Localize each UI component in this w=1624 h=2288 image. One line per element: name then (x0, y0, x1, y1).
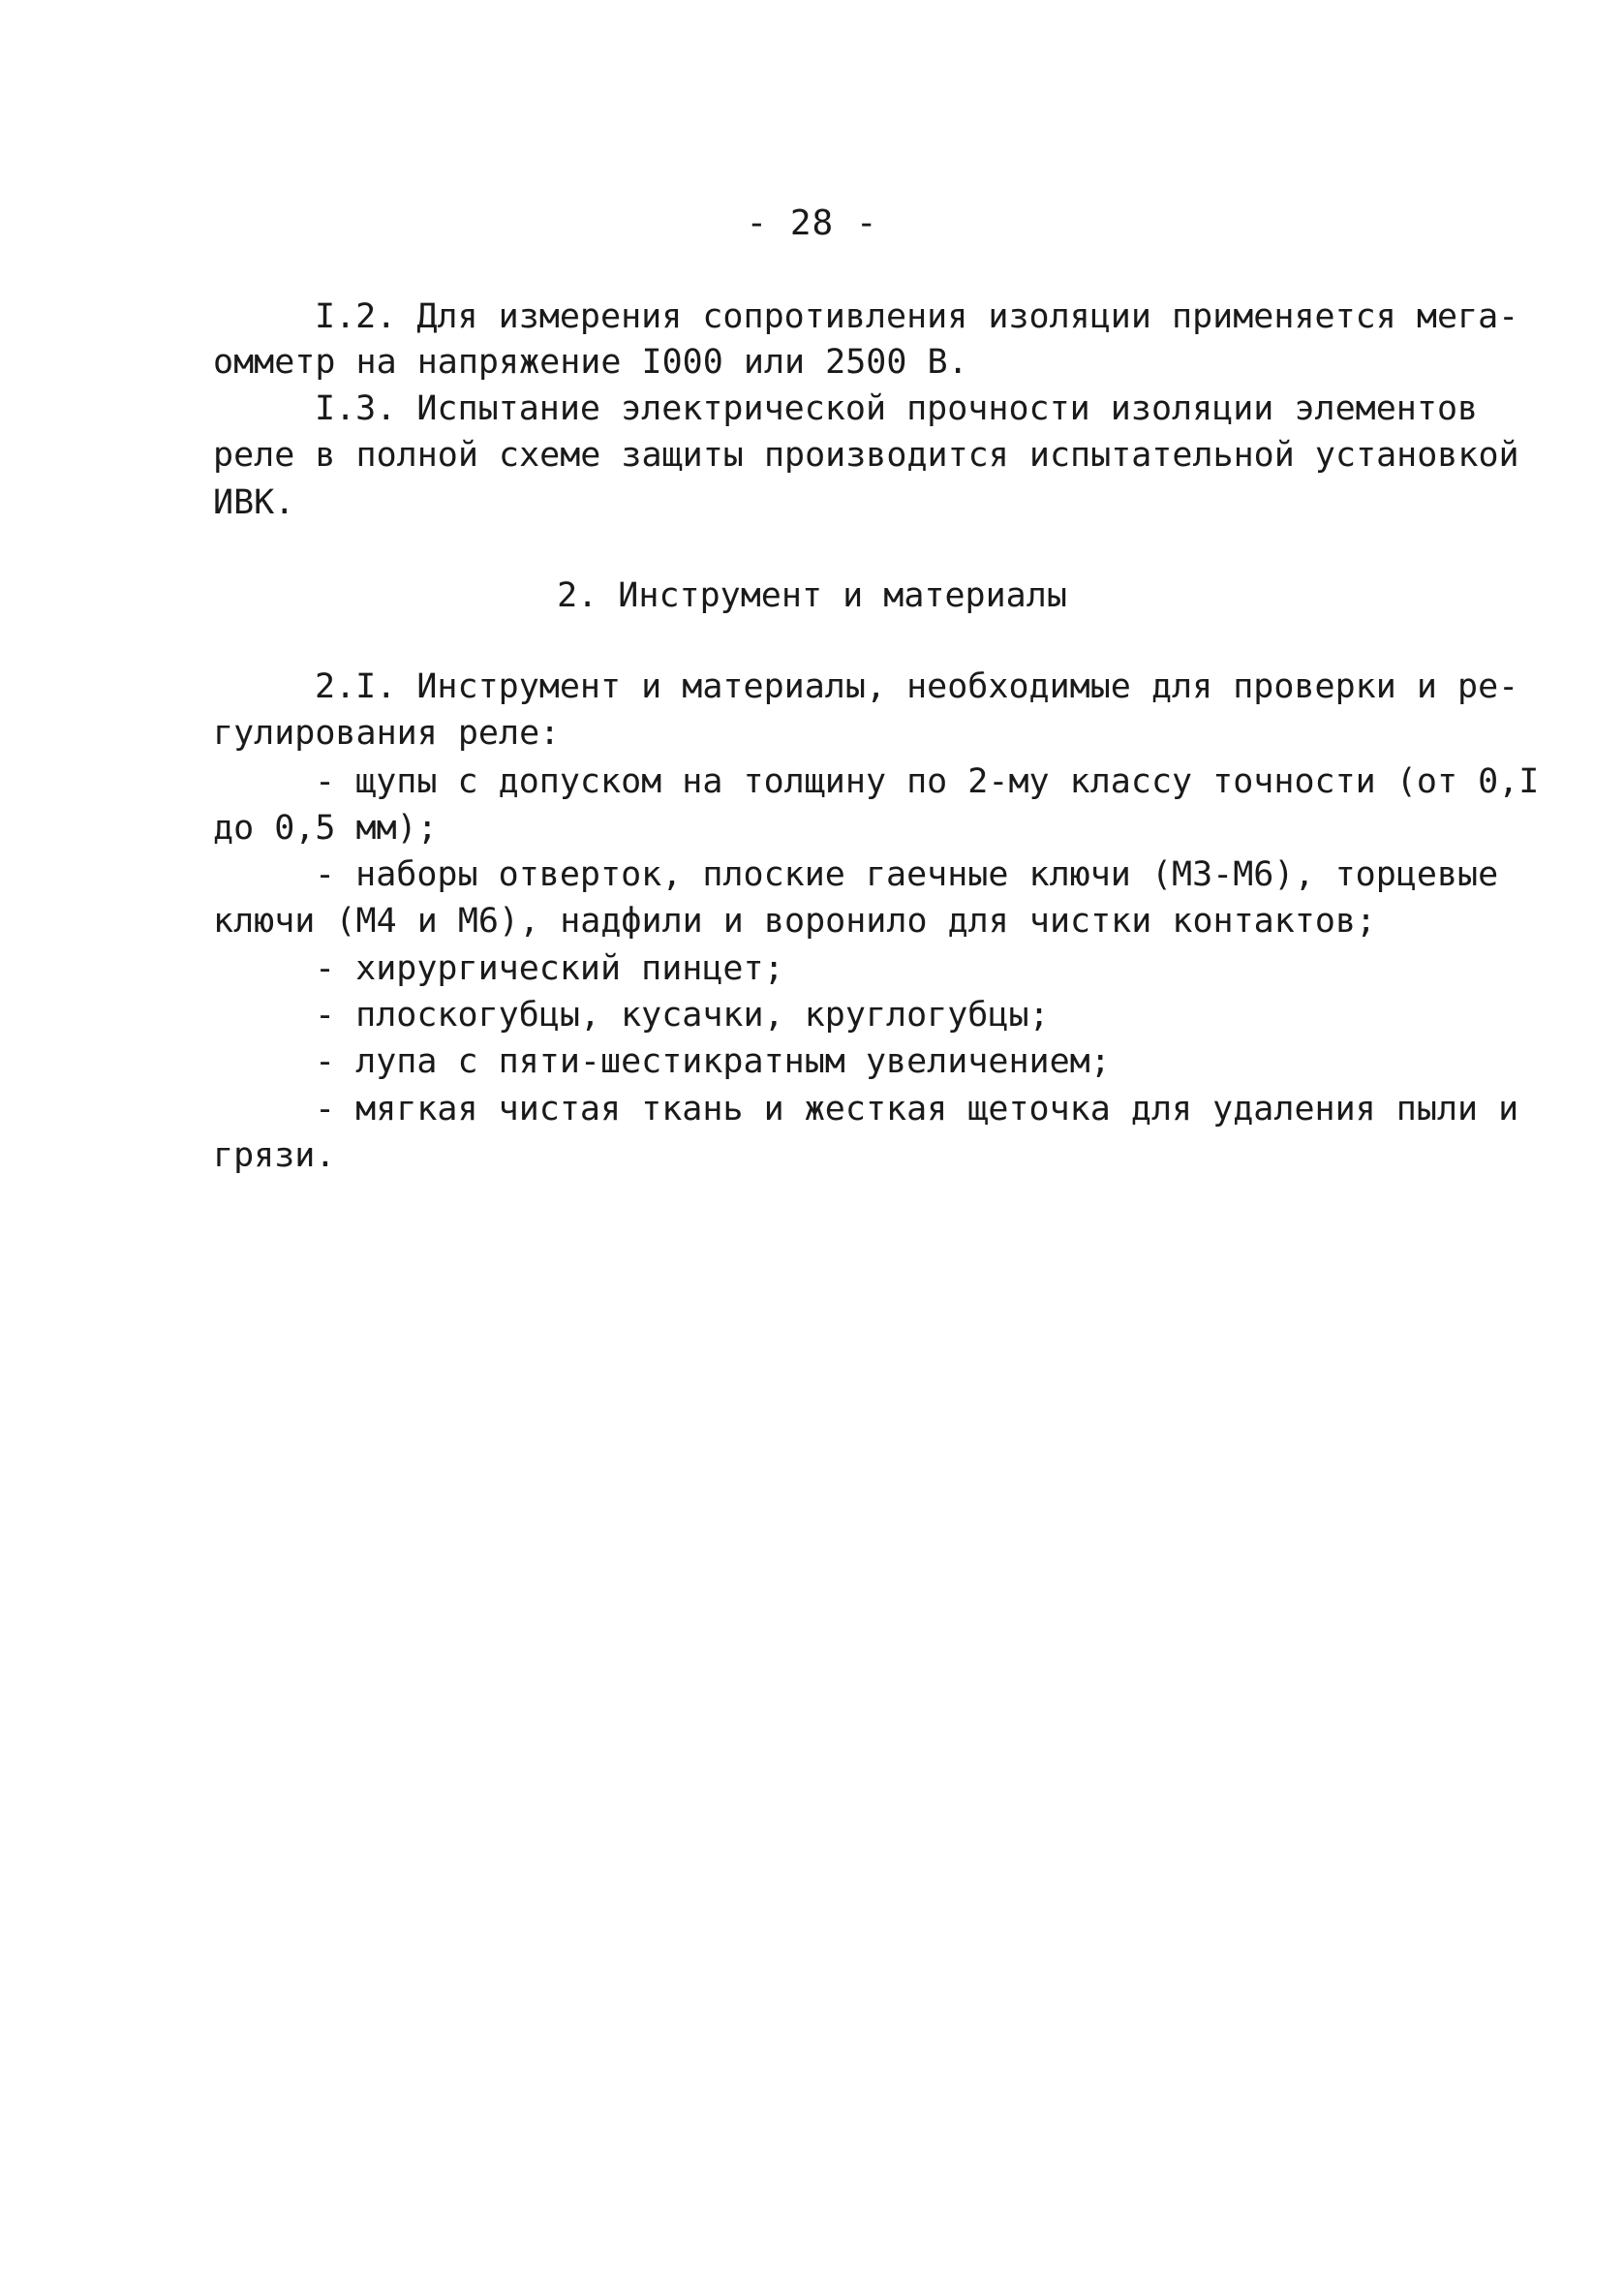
para-2-1-line-1: 2.I. Инструмент и материалы, необходимые для проверки и ре- (315, 667, 1519, 706)
page-number: - 28 - (746, 203, 878, 243)
para-1-3-line-1: I.3. Испытание электрической прочности изоляции элементов (315, 389, 1479, 428)
list-item-5: - лупа с пяти-шестикратным увеличением; (315, 1042, 1111, 1081)
para-2-1-line-2: гулирования реле: (213, 714, 561, 753)
list-item-6-line-2: грязи. (213, 1136, 336, 1175)
list-item-4: - плоскогубцы, кусачки, круглогубцы; (315, 996, 1050, 1035)
para-1-3-line-2: реле в полной схеме защиты производится испытательной установкой (213, 436, 1519, 475)
list-item-2-line-2: ключи (М4 и М6), надфили и воронило для чистки контактов; (213, 902, 1377, 941)
para-1-2-line-2: омметр на напряжение I000 или 2500 В. (213, 343, 968, 382)
list-item-1-line-1: - щупы с допуском на толщину по 2-му классу точности (от 0,I (315, 762, 1540, 801)
list-item-6-line-1: - мягкая чистая ткань и жесткая щеточка для удаления пыли и (315, 1090, 1519, 1129)
list-item-2-line-1: - наборы отверток, плоские гаечные ключи (М3-М6), торцевые (315, 855, 1499, 894)
para-1-2-line-1: I.2. Для измерения сопротивления изоляции применяется мега- (315, 297, 1519, 336)
section-heading: 2. Инструмент и материалы (557, 576, 1067, 615)
list-item-1-line-2: до 0,5 мм); (213, 809, 438, 848)
list-item-3: - хирургический пинцет; (315, 949, 784, 988)
para-1-3-line-3: ИВК. (213, 483, 295, 522)
